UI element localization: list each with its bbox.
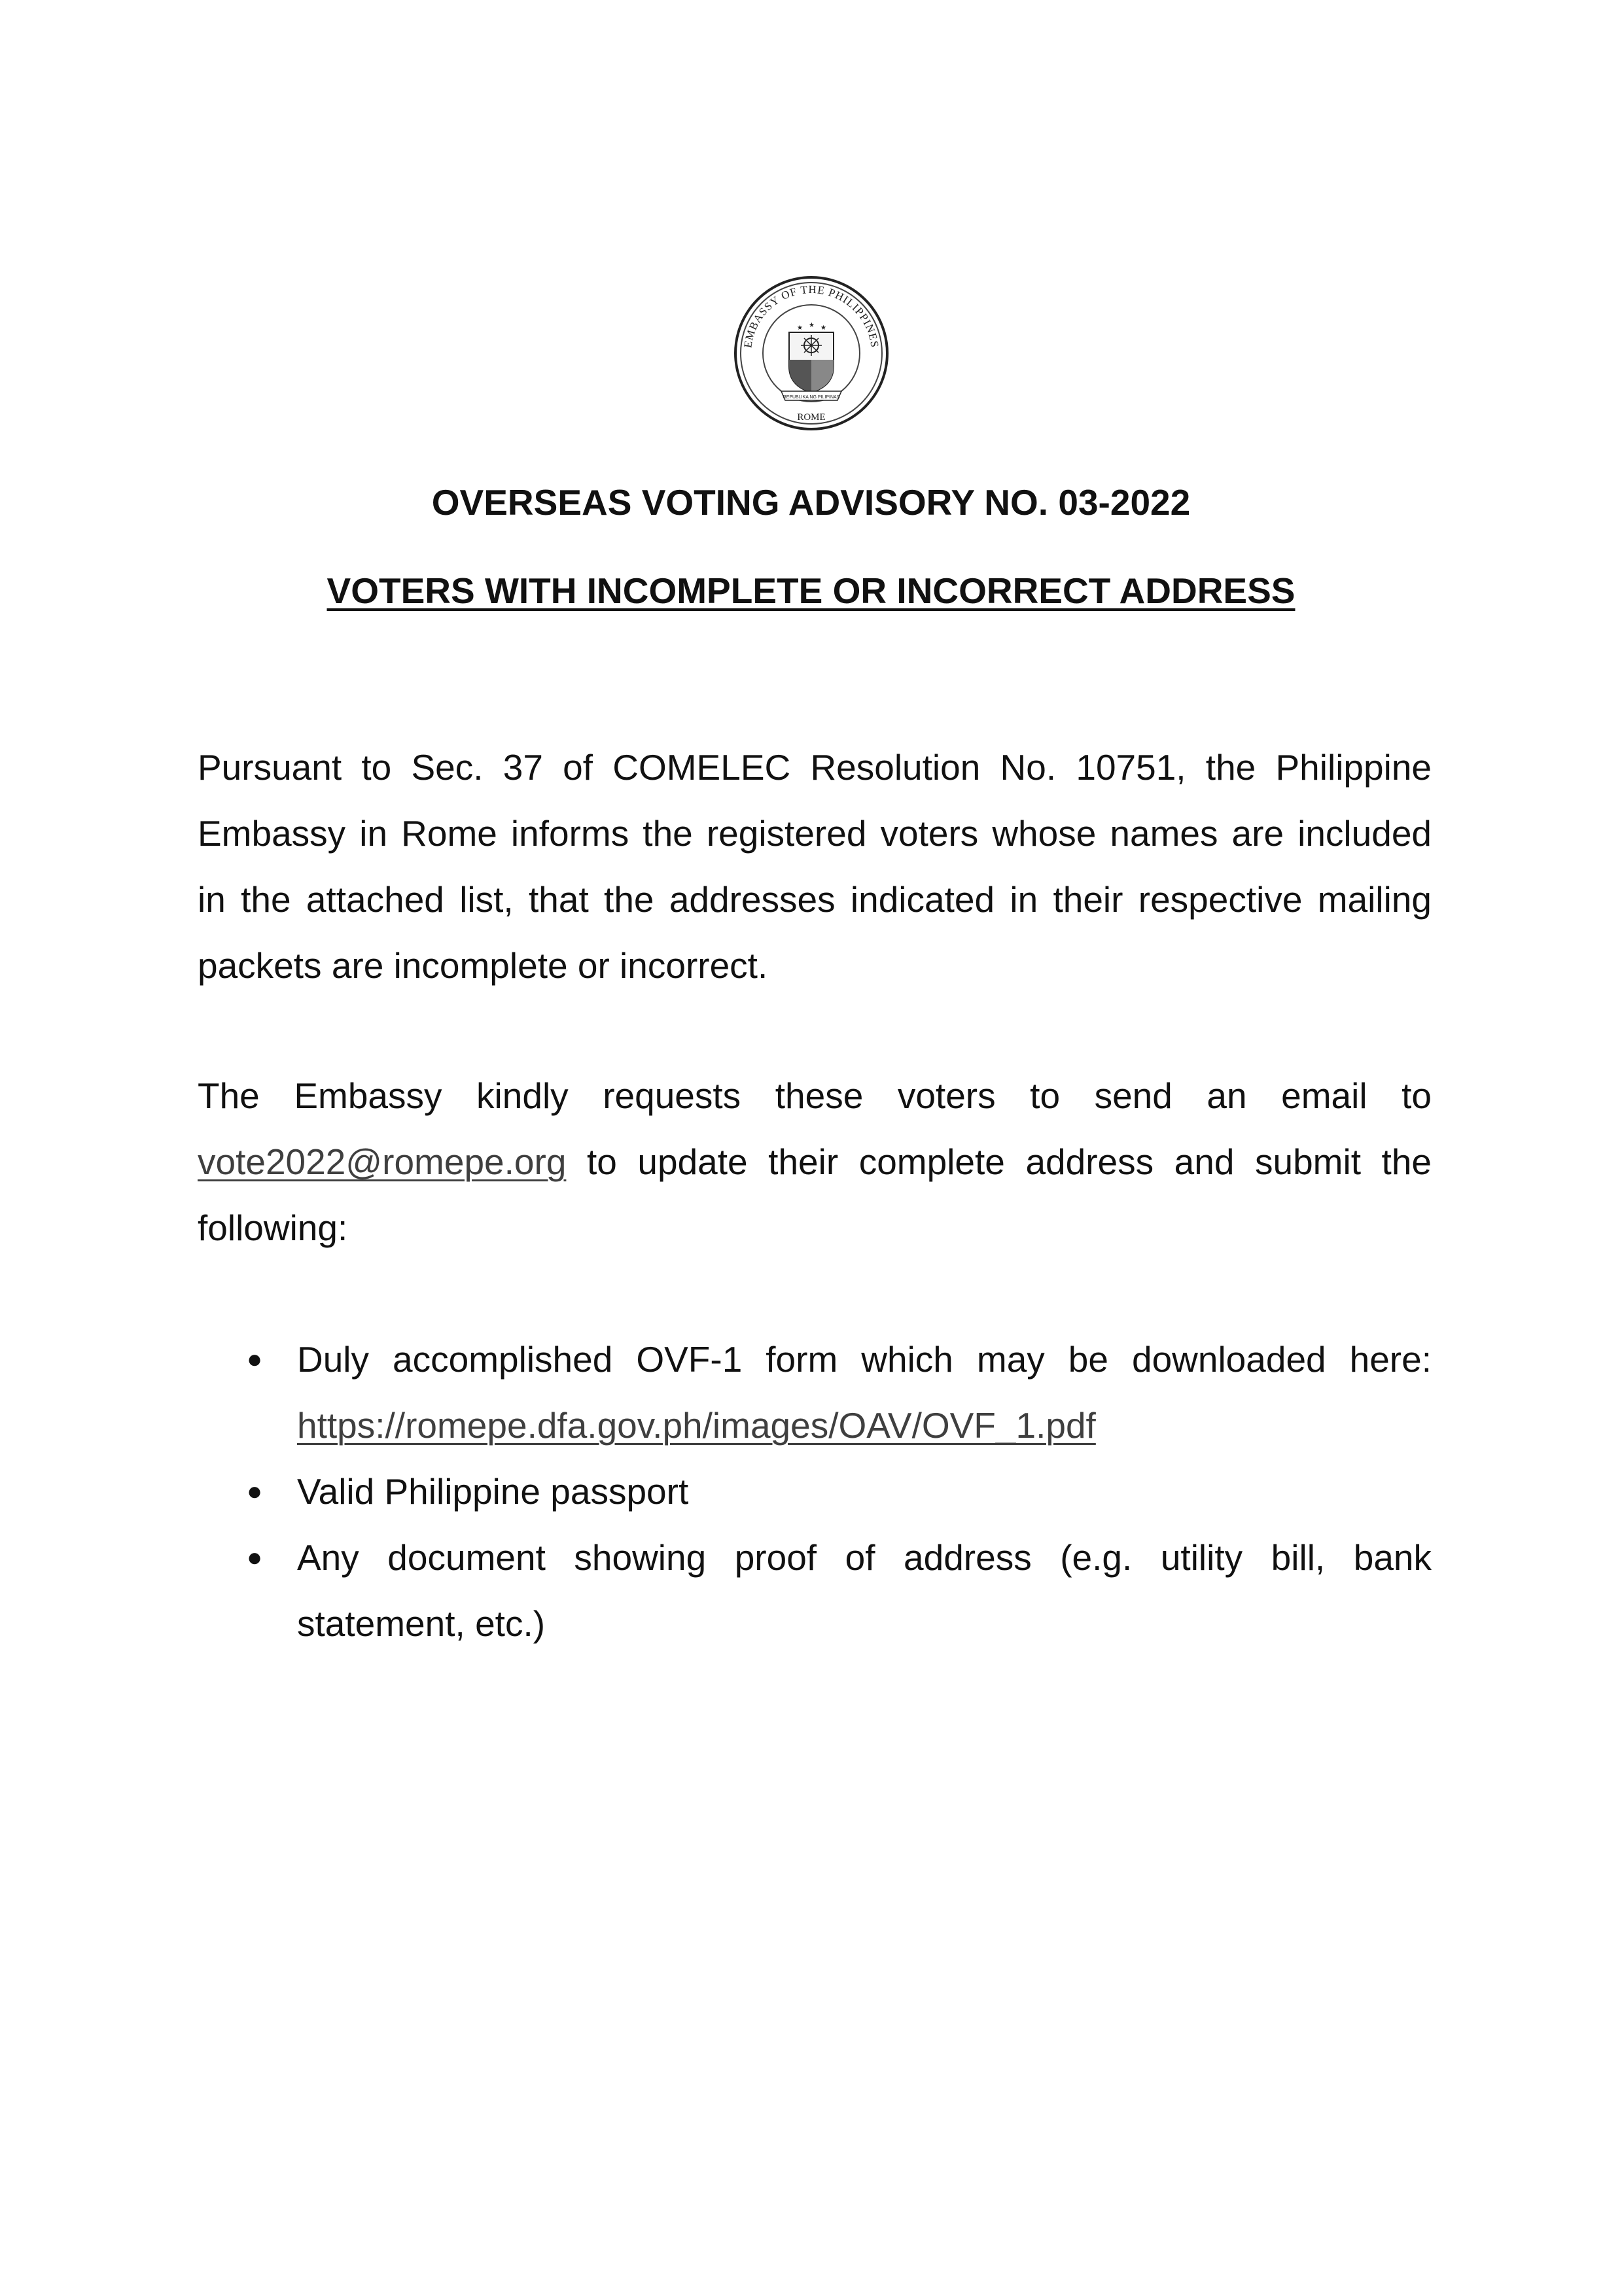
- svg-text:★: ★: [809, 322, 815, 329]
- list-item: [198, 1459, 1432, 1525]
- list-item: [198, 1327, 1432, 1459]
- request-text-end: to update their complete address and submit the following:: [198, 1141, 1432, 1248]
- embassy-seal-logo: [733, 275, 890, 432]
- ovf-form-link[interactable]: https://romepe.dfa.gov.ph/images/OAV/OVF_1.pdf: [297, 1405, 1096, 1446]
- bullet-icon: ●: [247, 1345, 263, 1374]
- svg-text:★: ★: [797, 324, 803, 332]
- request-paragraph: [198, 1063, 1432, 1261]
- advisory-title: OVERSEAS VOTING ADVISORY NO. 03-2022: [431, 482, 1191, 523]
- svg-text:REPUBLIKA NG PILIPINAS: REPUBLIKA NG PILIPINAS: [783, 395, 840, 400]
- svg-text:ROME: ROME: [797, 412, 826, 423]
- list-item: [198, 1525, 1432, 1657]
- bullet-icon: ●: [247, 1543, 263, 1572]
- requirement-text: Any document showing proof of address (e.g. utility bill, bank statement, etc.): [297, 1537, 1432, 1644]
- svg-text:★: ★: [820, 324, 826, 332]
- advisory-subtitle: VOTERS WITH INCOMPLETE OR INCORRECT ADDRESS: [326, 570, 1296, 611]
- bullet-icon: ●: [247, 1477, 263, 1506]
- email-link[interactable]: vote2022@romepe.org: [198, 1141, 567, 1182]
- requirements-list: [198, 1327, 1432, 1657]
- requirement-text: Duly accomplished OVF-1 form which may be downloaded here:: [297, 1339, 1432, 1380]
- request-text-start: The Embassy kindly requests these voters to send an email to: [198, 1075, 1432, 1116]
- requirement-text: Valid Philippine passport: [297, 1471, 689, 1512]
- svg-text:EMBASSY OF THE PHILIPPINES: EMBASSY OF THE PHILIPPINES: [741, 283, 881, 349]
- intro-paragraph: Pursuant to Sec. 37 of COMELEC Resolution No. 10751, the Philippine Embassy in Rome informs the registered voters whose names are included in the attached list, that the addresses indicated in their respective mailing packets are incomplete or incorrect.: [198, 747, 1432, 986]
